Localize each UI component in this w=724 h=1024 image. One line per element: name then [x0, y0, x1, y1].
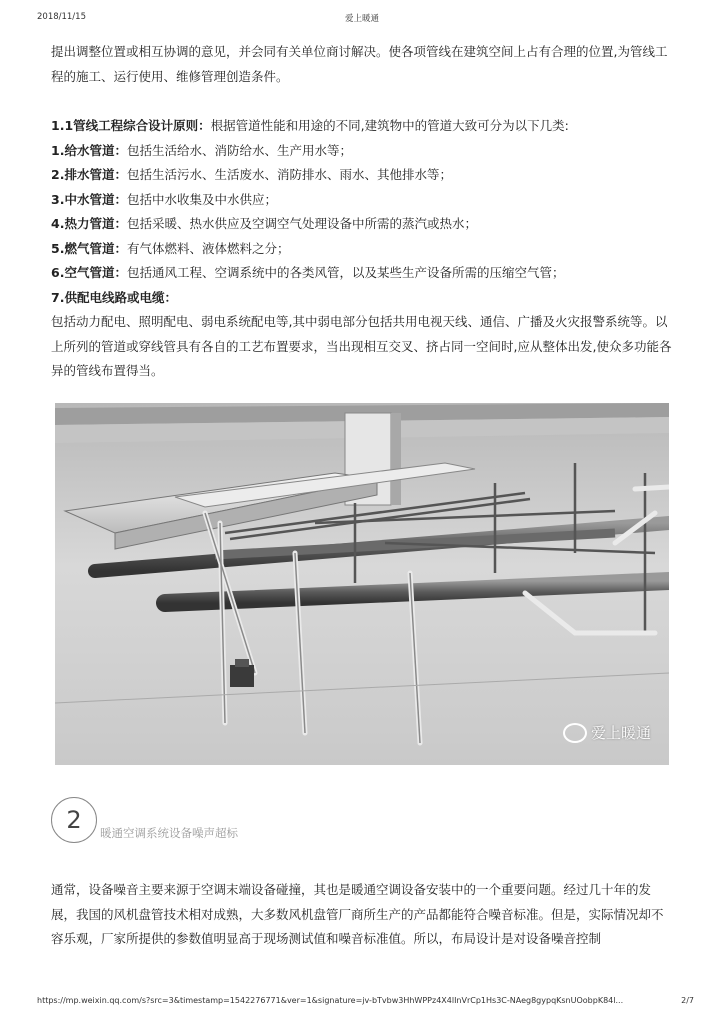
source-url[interactable]: https://mp.weixin.qq.com/s?src=3&timestamp=1542276771&ver=1&signature=jv-bTvbw3HhWPPz4X4lInVrCp1Hs3C-NAeg8gypqKsnUOobpK84l... [37, 996, 624, 1005]
wechat-logo-icon [563, 723, 587, 743]
pipe-classification [51, 114, 673, 384]
category-text: 包括生活污水、生活废水、消防排水、雨水、其他排水等； [126, 167, 452, 182]
category-text: 有气体燃料、液体燃料之分； [126, 240, 290, 256]
principle-text: 根据管道性能和用途的不同,建筑物中的管道大致可分为以下几类: [210, 118, 569, 133]
category-item [51, 212, 673, 237]
category-item [51, 237, 673, 262]
watermark [563, 722, 651, 743]
category-item [51, 163, 673, 188]
category-label: 5.燃气管道： [51, 240, 127, 256]
page-number: 2/7 [681, 996, 694, 1005]
principle-heading: 1.1管线工程综合设计原则： [51, 118, 211, 133]
noise-text: 通常，设备噪音主要来源于空调末端设备碰撞，其也是暖通空调设备安装中的一个重要问题。经过几十年的发展，我国的风机盘管技术相对成熟，大多数风机盘管厂商所生产的产品都能符合噪音标准。但是，实际情况却不容乐观，厂家所提供的参数值明显高于现场测试值和噪音标准值。所以，布局设计是对设备噪音控制 [51, 882, 664, 946]
pipeline-rendering [55, 403, 669, 765]
watermark-text: 爱上暖通 [590, 724, 651, 742]
pipeline-bim-image [55, 403, 669, 765]
noise-paragraph [51, 878, 673, 952]
category-item [51, 139, 673, 164]
category-label: 4.热力管道： [51, 216, 127, 231]
category-text: 包括生活给水、消防给水、生产用水等； [126, 142, 352, 158]
intro-paragraph [51, 40, 673, 89]
category-label: 3.中水管道： [51, 191, 127, 207]
power-description: 包括动力配电、照明配电、弱电系统配电等,其中弱电部分包括共用电视天线、通信、广播及火灾报警系统等。以上所列的管道或穿线管具有各自的工艺布置要求，当出现相互交叉、挤占同一空间时,应从整体出发,使众多功能各异的管线布置得当。 [51, 314, 672, 378]
section-title: 暖通空调系统设备噪声超标 [100, 826, 238, 840]
section-number: 2 [66, 806, 82, 834]
category-item [51, 188, 673, 213]
category-item [51, 261, 673, 286]
category-item [51, 286, 673, 311]
category-text: 包括采暖、热水供应及空调空气处理设备中所需的蒸汽或热水； [126, 216, 477, 231]
page-title: 爱上暖通 [344, 14, 379, 24]
intro-text: 提出调整位置或相互协调的意见，并会同有关单位商讨解决。使各项管线在建筑空间上占有合理的位置,为管线工程的施工、运行使用、维修管理创造条件。 [51, 44, 668, 84]
category-text: 包括通风工程、空调系统中的各类风管，以及某些生产设备所需的压缩空气管； [126, 265, 565, 280]
category-text: 包括中水收集及中水供应； [126, 191, 277, 207]
category-label: 1.给水管道： [51, 142, 127, 158]
category-label: 2.排水管道： [51, 167, 127, 182]
principle-line [51, 114, 673, 139]
category-label: 7.供配电线路或电缆： [51, 289, 177, 305]
section-number-badge [51, 797, 97, 843]
print-date: 2018/11/15 [37, 12, 86, 22]
category-label: 6.空气管道： [51, 265, 127, 280]
